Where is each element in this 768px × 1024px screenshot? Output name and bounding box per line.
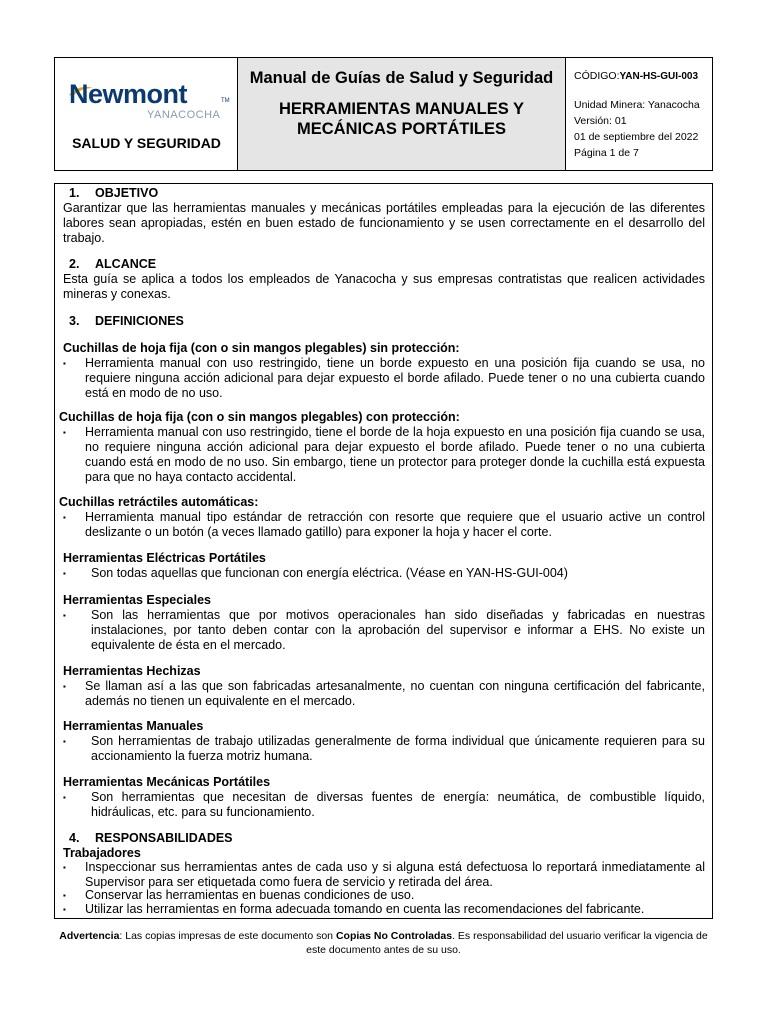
uncontrolled-copies: Copias No Controladas — [335, 930, 453, 942]
bullet-icon: ▪ — [63, 863, 66, 872]
definition-item: ▪ Se llaman así a las que son fabricadas artesanalmente, no cuentan con ninguna certificación del fabricante, además no tienen un equivalente en el mercado. — [63, 679, 705, 708]
code-value: YAN-HS-GUI-003 — [619, 71, 699, 82]
definition-title: Cuchillas de hoja fija (con o sin mangos plegables) sin protección: — [63, 341, 460, 355]
bullet-icon: ▪ — [63, 611, 66, 620]
responsibility-item: ▪ Utilizar las herramientas en forma adecuada tomando en cuenta las recomendaciones del fabricante. — [63, 902, 645, 916]
bullet-icon: ▪ — [63, 359, 66, 368]
bullet-icon: ▪ — [63, 513, 66, 522]
definition-title: Cuchillas retráctiles automáticas: — [59, 495, 259, 509]
footer-warning: Advertencia: Las copias impresas de este documento son Copias No Controladas. Es responsabilidad del usuario verificar la vigencia de este documento antes de su uso. — [59, 930, 708, 956]
definition-title: Herramientas Manuales — [63, 719, 204, 733]
metadata-cell — [566, 58, 712, 170]
objective-text: Garantizar que las herramientas manuales y mecánicas portátiles empleadas para la ejecución de las diferentes labores sean apropiadas, estén en buen estado de funcionamiento y se usen correctamente en el desarrollo del trabajo. — [63, 201, 705, 245]
definition-title: Herramientas Mecánicas Portátiles — [63, 775, 271, 789]
bullet-icon: ▪ — [63, 428, 66, 437]
responsibility-item: ▪ Inspeccionar sus herramientas antes de cada uso y si alguna está defectuosa lo reportará inmediatamente al Supervisor para ser etiquetada como fuera de servicio y retirada del área. — [63, 860, 705, 889]
bullet-icon: ▪ — [63, 569, 66, 578]
definition-item: ▪ Son todas aquellas que funcionan con energía eléctrica. (Véase en YAN-HS-GUI-004) — [63, 566, 568, 580]
department-label: SALUD Y SEGURIDAD — [72, 135, 221, 151]
manual-title: Manual de Guías de Salud y Seguridad — [249, 69, 554, 87]
title-cell — [238, 58, 566, 170]
definition-item: ▪ Herramienta manual con uso restringido, tiene un borde expuesto en una posición fija cuando se usa, no requiere ninguna acción adicional para dejar expuesto el borde afilado. Puede tener o no una cubierta cuando está en modo de no uso. — [63, 356, 705, 400]
subheading-workers: Trabajadores — [63, 846, 141, 860]
document-header — [54, 57, 713, 171]
code-label: CÓDIGO: — [574, 70, 620, 82]
document-body — [54, 183, 713, 919]
bullet-icon: ▪ — [63, 891, 66, 900]
bullet-icon: ▪ — [63, 682, 66, 691]
definition-title: Cuchillas de hoja fija (con o sin mangos plegables) con protección: — [59, 410, 460, 424]
logo-subtitle: YANACOCHA — [147, 109, 221, 121]
definition-item: ▪ Son las herramientas que por motivos operacionales han sido diseñadas y fabricadas en nuestras instalaciones, por tanto deben contar con la aprobación del supervisor e informar a EHS. No existe un equivalente de ésta en el mercado. — [63, 608, 705, 652]
version: Versión: 01 — [574, 115, 627, 127]
page-number: Página 1 de 7 — [574, 147, 639, 159]
section-heading-scope: 2. ALCANCE — [69, 257, 157, 271]
section-heading-responsibilities: 4. RESPONSABILIDADES — [69, 831, 233, 845]
issue-date: 01 de septiembre del 2022 — [574, 131, 699, 143]
responsibility-item: ▪ Conservar las herramientas en buenas condiciones de uso. — [63, 888, 415, 902]
definition-item: ▪ Herramienta manual tipo estándar de retracción con resorte que requiere que el usuario active un control deslizante o un botón (a veces llamado gatillo) para exponer la hoja y hacer el corte. — [63, 510, 705, 539]
document-title: HERRAMIENTAS MANUALES Y MECÁNICAS PORTÁTILES — [278, 100, 525, 138]
logo-cell — [55, 58, 238, 170]
bullet-icon: ▪ — [63, 793, 66, 802]
definition-title: Herramientas Especiales — [63, 593, 212, 607]
definition-item: ▪ Son herramientas que necesitan de diversas fuentes de energía: neumática, de combustible líquido, hidráulicas, etc. para su funcionamiento. — [63, 790, 705, 819]
logo-trademark: TM — [221, 98, 230, 104]
section-heading-objective: 1. OBJETIVO — [69, 186, 159, 200]
bullet-icon: ▪ — [63, 737, 66, 746]
logo-wordmark: Newmont — [69, 79, 187, 109]
definition-title: Herramientas Hechizas — [63, 664, 201, 678]
scope-text: Esta guía se aplica a todos los empleados de Yanacocha y sus empresas contratistas que realicen actividades mineras y conexas. — [63, 272, 705, 301]
document-code — [574, 68, 712, 85]
section-heading-definitions: 3. DEFINICIONES — [69, 314, 184, 328]
mining-unit: Unidad Minera: Yanacocha — [574, 99, 700, 111]
definition-item: ▪ Herramienta manual con uso restringido, tiene el borde de la hoja expuesto en una posición fija cuando se usa, no requiere ninguna acción adicional para dejar expuesto el borde afilado. Puede tener o no una cubierta cuando está en modo de no uso. Sin embargo, tiene un protector para proteger donde la cuchilla está expuesta para que no haya contacto accidental. — [63, 425, 705, 484]
warning-label: Advertencia — [59, 930, 120, 942]
definition-item: ▪ Son herramientas de trabajo utilizadas generalmente de forma individual que únicamente requieren para su accionamiento la fuerza motriz humana. — [63, 734, 705, 763]
definition-title: Herramientas Eléctricas Portátiles — [63, 551, 266, 565]
bullet-icon: ▪ — [63, 905, 66, 914]
